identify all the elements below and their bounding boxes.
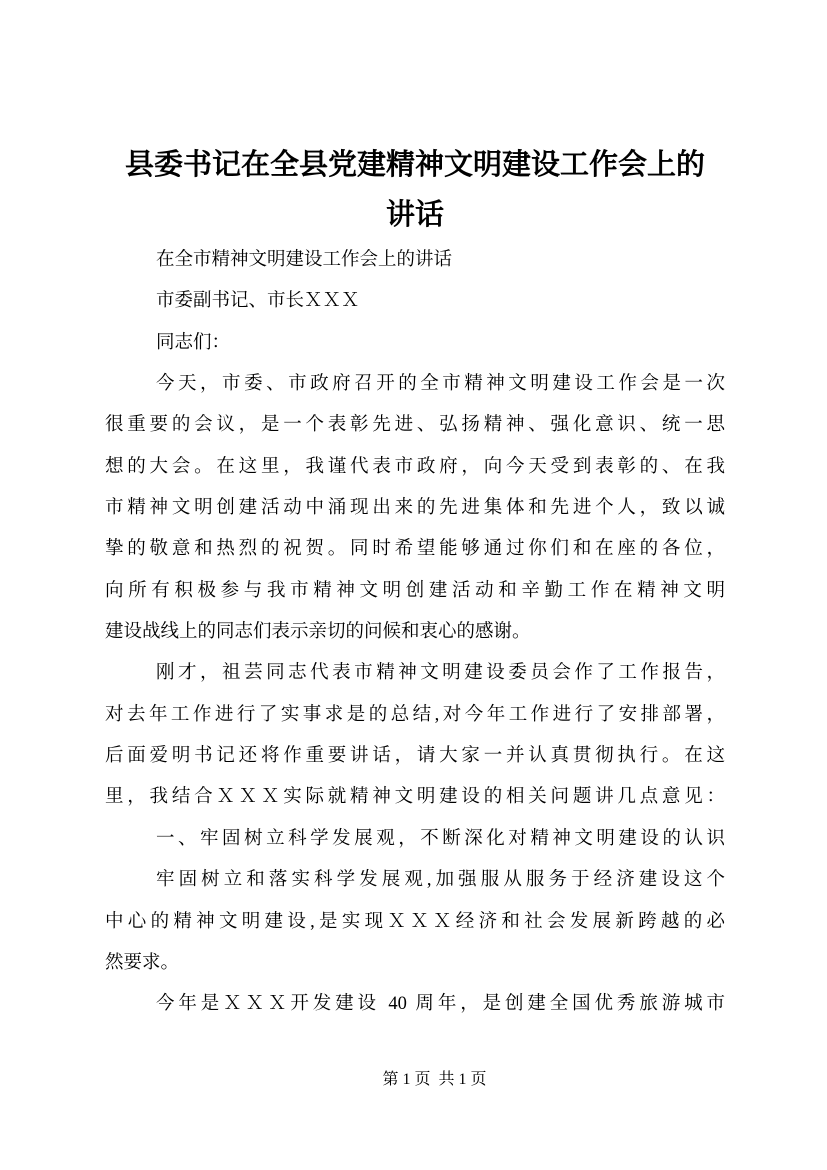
text-line: 中心的精神文明建设,是实现ＸＸＸ经济和社会发展新跨越的必 bbox=[105, 911, 725, 932]
text-line: 今年是ＸＸＸ开发建设 40 周年，是创建全国优秀旅游城市 bbox=[156, 994, 725, 1015]
text-line: 建设战线上的同志们表示亲切的问候和衷心的感谢。 bbox=[105, 622, 531, 643]
text-line: 牢固树立和落实科学发展观,加强服从服务于经济建设这个 bbox=[156, 870, 725, 891]
title-line-2: 讲话 bbox=[385, 199, 444, 231]
title-line-1: 县委书记在全县党建精神文明建设工作会上的 bbox=[124, 149, 705, 181]
text-line: 刚才，祖芸同志代表市精神文明建设委员会作了工作报告， bbox=[156, 663, 725, 684]
text-line: 市委副书记、市长ＸＸＸ bbox=[156, 291, 360, 312]
text-line: 今天，市委、市政府召开的全市精神文明建设工作会是一次 bbox=[156, 374, 725, 395]
text-line: 挚的敬意和热烈的祝贺。同时希望能够通过你们和在座的各位， bbox=[105, 539, 725, 560]
text-line: 很重要的会议，是一个表彰先进、弘扬精神、强化意识、统一思 bbox=[105, 415, 725, 436]
text-line: 市精神文明创建活动中涌现出来的先进集体和先进个人，致以诚 bbox=[105, 498, 725, 519]
document-content bbox=[105, 0, 725, 1026]
document-body bbox=[105, 240, 725, 1026]
page-number-footer: 第 1 页 共 1 页 bbox=[382, 1071, 487, 1088]
document-title bbox=[105, 0, 725, 240]
text-line: 对去年工作进行了实事求是的总结,对今年工作进行了安排部署， bbox=[105, 704, 725, 725]
text-line: 同志们： bbox=[156, 332, 231, 353]
text-line: 一、牢固树立科学发展观，不断深化对精神文明建设的认识 bbox=[156, 828, 725, 849]
text-line: 里，我结合ＸＸＸ实际就精神文明建设的相关问题讲几点意见： bbox=[105, 787, 725, 808]
text-line: 后面爱明书记还将作重要讲话，请大家一并认真贯彻执行。在这 bbox=[105, 746, 725, 767]
text-line: 然要求。 bbox=[105, 952, 180, 973]
text-line: 想的大会。在这里，我谨代表市政府，向今天受到表彰的、在我 bbox=[105, 456, 725, 477]
text-line: 向所有积极参与我市精神文明创建活动和辛勤工作在精神文明 bbox=[105, 580, 725, 601]
text-line: 在全市精神文明建设工作会上的讲话 bbox=[156, 250, 453, 270]
